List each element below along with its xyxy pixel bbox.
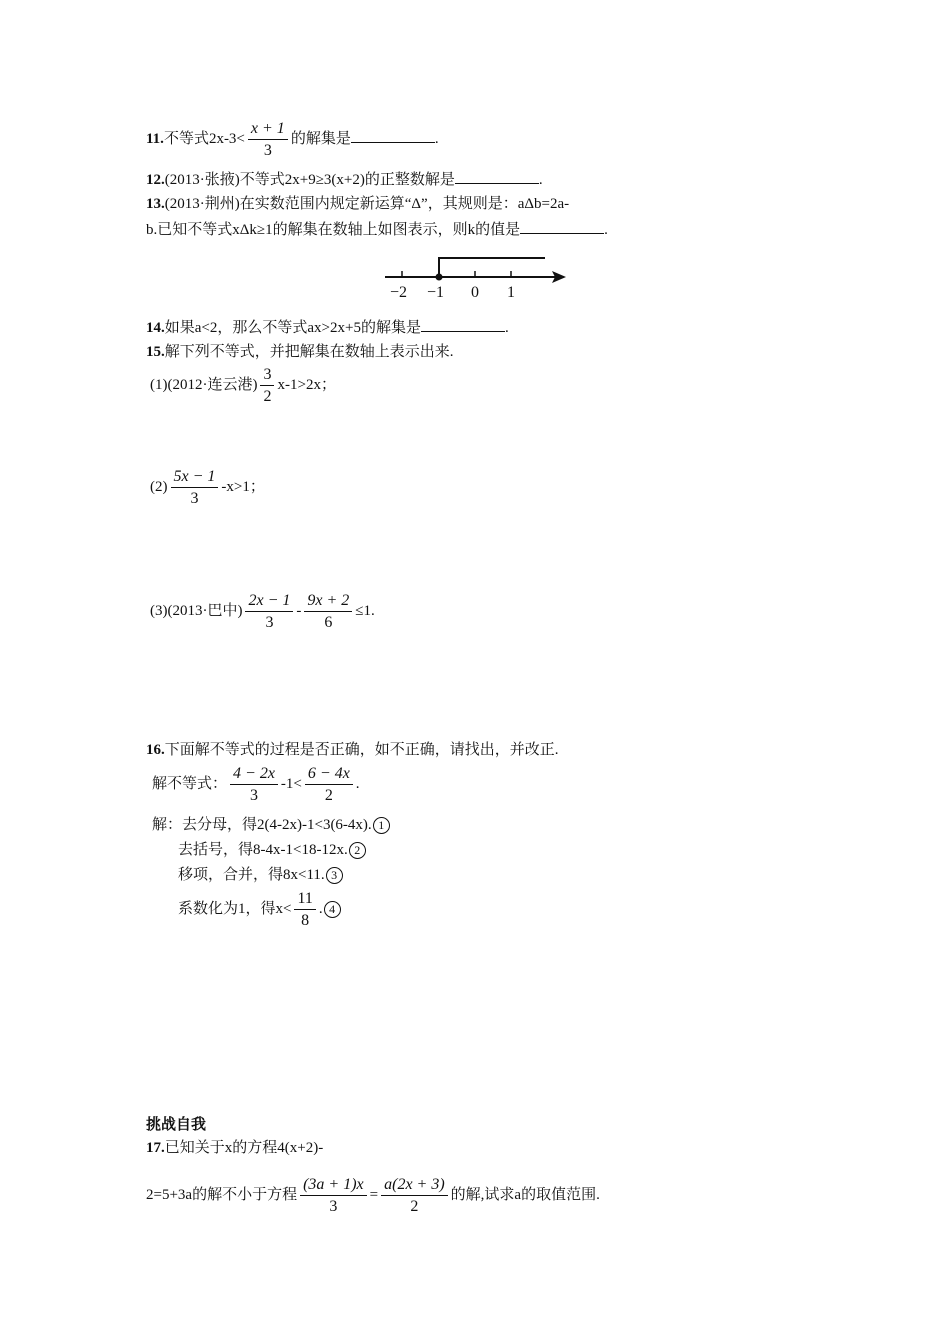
question-text: 已知关于x的方程4(x+2)- bbox=[164, 1140, 324, 1156]
question-text: 不等式2x-3< bbox=[163, 130, 245, 147]
step-marker: 3 bbox=[326, 867, 343, 884]
step-marker: 4 bbox=[324, 901, 341, 918]
fraction bbox=[260, 364, 274, 407]
numerator: x + 1 bbox=[248, 118, 288, 140]
fraction bbox=[230, 763, 278, 806]
fraction bbox=[294, 888, 315, 931]
question-15-part-2 bbox=[150, 466, 265, 509]
period: . bbox=[504, 320, 509, 336]
period: . bbox=[604, 222, 608, 238]
question-number: 16. bbox=[146, 742, 165, 758]
numerator: 3 bbox=[260, 364, 274, 386]
answer-blank[interactable] bbox=[421, 317, 505, 332]
period: . bbox=[355, 775, 360, 792]
numerator: a(2x + 3) bbox=[381, 1174, 448, 1196]
question-13-cont bbox=[146, 219, 608, 240]
numerator: 2x − 1 bbox=[245, 590, 293, 612]
fraction bbox=[300, 1174, 367, 1217]
question-17 bbox=[146, 1138, 323, 1158]
fraction bbox=[304, 590, 352, 633]
question-number: 17. bbox=[146, 1140, 165, 1156]
step-marker: 1 bbox=[373, 817, 390, 834]
numerator: 9x + 2 bbox=[304, 590, 352, 612]
part-label: (1)(2012·连云港) bbox=[150, 376, 258, 393]
solid-point bbox=[436, 274, 443, 281]
answer-blank[interactable] bbox=[351, 128, 435, 143]
step-text: 系数化为1，得x< bbox=[178, 900, 292, 917]
step-text: 去括号，得8-4x-1<18-12x. bbox=[178, 842, 348, 858]
question-text: b.已知不等式xΔk≥1的解集在数轴上如图表示，则k的值是 bbox=[146, 222, 521, 238]
question-15 bbox=[146, 342, 454, 362]
part-text: ≤1. bbox=[355, 602, 375, 619]
question-12 bbox=[146, 169, 543, 190]
question-text: 2=5+3a的解不小于方程 bbox=[146, 1186, 298, 1203]
fraction bbox=[248, 118, 288, 161]
denominator: 3 bbox=[265, 614, 274, 631]
inequality-label: 解不等式： bbox=[152, 775, 228, 792]
solution-step-1 bbox=[152, 815, 390, 835]
answer-blank[interactable] bbox=[520, 219, 604, 234]
denominator: 2 bbox=[324, 787, 333, 804]
denominator: 8 bbox=[301, 912, 310, 929]
tick-label: −2 bbox=[390, 284, 408, 301]
section-heading: 挑战自我 bbox=[146, 1115, 207, 1133]
solution-step-2 bbox=[178, 840, 366, 860]
tick-label: 1 bbox=[507, 284, 515, 301]
question-text: 解下列不等式，并把解集在数轴上表示出来. bbox=[164, 344, 454, 360]
answer-blank[interactable] bbox=[455, 169, 539, 184]
question-text: 如果a<2，那么不等式ax>2x+5的解集是 bbox=[164, 320, 421, 336]
period: . bbox=[318, 900, 323, 917]
tick-label: 0 bbox=[471, 284, 479, 301]
period: . bbox=[434, 130, 439, 147]
question-text: 的解,试求a的取值范围. bbox=[450, 1186, 600, 1203]
tick-label: −1 bbox=[427, 284, 445, 301]
denominator: 3 bbox=[263, 142, 272, 159]
fraction bbox=[245, 590, 293, 633]
denominator: 3 bbox=[249, 787, 258, 804]
solution-ray bbox=[439, 258, 545, 277]
denominator: 3 bbox=[329, 1198, 338, 1215]
part-label: (3)(2013·巴中) bbox=[150, 602, 243, 619]
denominator: 3 bbox=[190, 490, 199, 507]
solution-step-3 bbox=[178, 865, 343, 885]
question-text: 的解集是 bbox=[290, 130, 351, 147]
numerator: 11 bbox=[294, 888, 315, 910]
question-text: (2013·张掖)不等式2x+9≥3(x+2)的正整数解是 bbox=[164, 172, 455, 188]
numerator: 6 − 4x bbox=[305, 763, 353, 785]
period: . bbox=[538, 172, 543, 188]
fraction bbox=[171, 466, 219, 509]
question-17-cont bbox=[146, 1174, 600, 1217]
equals-sign: = bbox=[369, 1186, 379, 1203]
question-11 bbox=[146, 118, 439, 161]
denominator: 2 bbox=[263, 388, 272, 405]
question-16 bbox=[146, 740, 559, 760]
question-13 bbox=[146, 194, 569, 214]
question-16-inequality bbox=[152, 763, 360, 806]
question-number: 12. bbox=[146, 172, 165, 188]
numerator: 4 − 2x bbox=[230, 763, 278, 785]
question-14 bbox=[146, 317, 509, 338]
question-number: 14. bbox=[146, 320, 165, 336]
minus-sign: - bbox=[296, 602, 302, 619]
question-number: 15. bbox=[146, 344, 165, 360]
question-number: 11. bbox=[146, 130, 164, 147]
part-text: -x>1； bbox=[221, 478, 265, 495]
denominator: 6 bbox=[324, 614, 333, 631]
numerator: (3a + 1)x bbox=[300, 1174, 367, 1196]
numerator: 5x − 1 bbox=[171, 466, 219, 488]
question-text: 下面解不等式的过程是否正确，如不正确，请找出，并改正. bbox=[164, 742, 559, 758]
question-text: (2013·荆州)在实数范围内规定新运算“Δ”，其规则是：aΔb=2a- bbox=[164, 196, 570, 212]
question-15-part-1 bbox=[150, 364, 336, 407]
inequality-text: -1< bbox=[280, 775, 302, 792]
fraction bbox=[381, 1174, 448, 1217]
step-text: 移项，合并，得8x<11. bbox=[178, 867, 325, 883]
part-text: x-1>2x； bbox=[277, 376, 336, 393]
question-15-part-3 bbox=[150, 590, 375, 633]
step-marker: 2 bbox=[349, 842, 366, 859]
part-label: (2) bbox=[150, 478, 168, 495]
step-text: 解：去分母，得2(4-2x)-1<3(6-4x). bbox=[152, 817, 372, 833]
question-number: 13. bbox=[146, 196, 165, 212]
solution-step-4 bbox=[178, 888, 341, 931]
denominator: 2 bbox=[410, 1198, 419, 1215]
fraction bbox=[305, 763, 353, 806]
